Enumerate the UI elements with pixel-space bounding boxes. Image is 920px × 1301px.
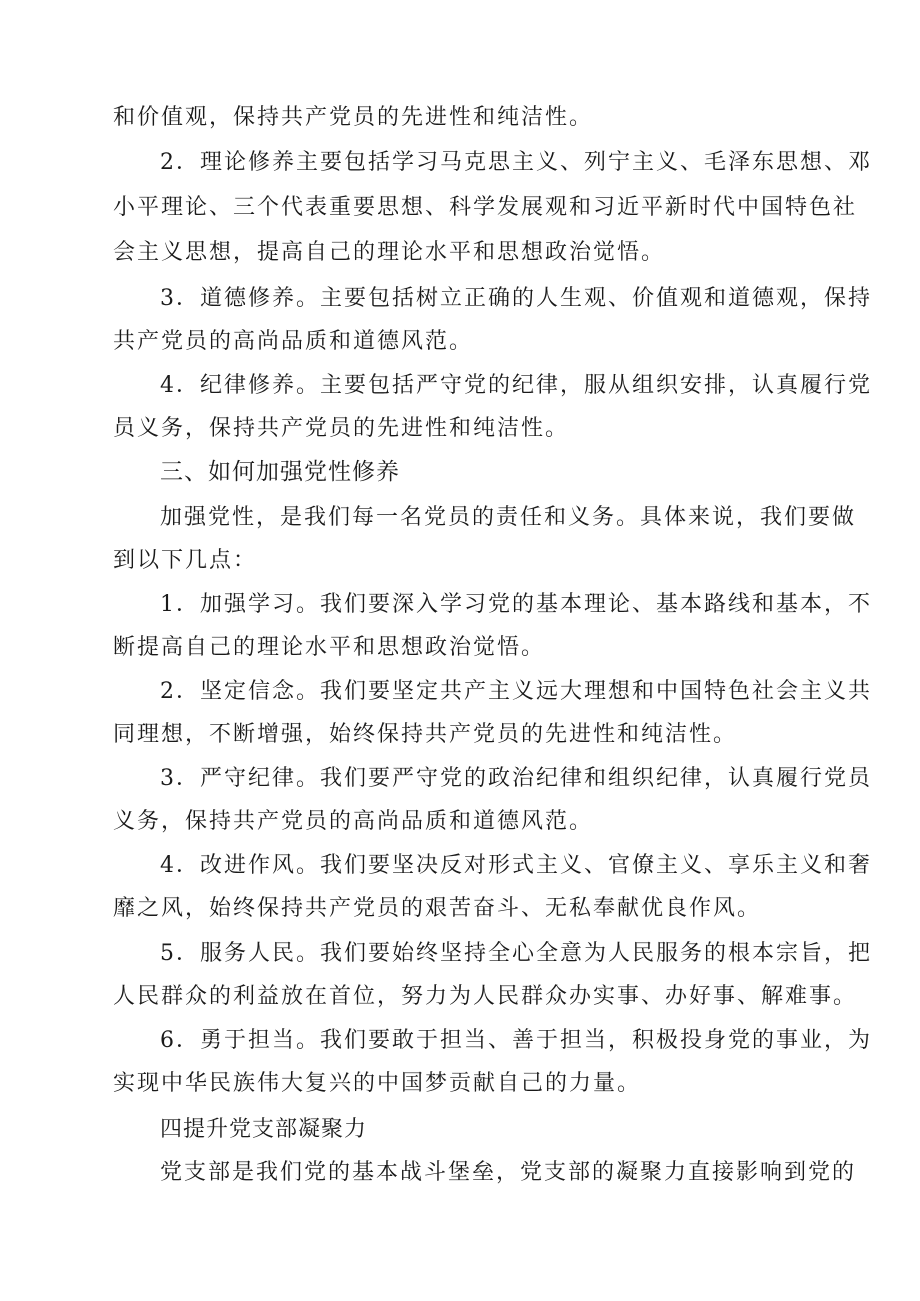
intro-line-1: 加强党性，是我们每一名党员的责任和义务。具体来说，我们要做 [160,505,857,530]
point-1-line-1: 1．加强学习。我们要深入学习党的基本理论、基本路线和基本，不 [160,592,872,617]
list-item-discipline-line-1: 4．纪律修养。主要包括严守党的纪律，服从组织安排，认真履行党 [160,373,872,398]
point-6-line-1: 6．勇于担当。我们要敢于担当、善于担当，积极投身党的事业，为 [160,1028,872,1053]
intro-line-2: 到以下几点： [113,548,258,573]
list-item-discipline-line-2: 员义务，保持共产党员的先进性和纯洁性。 [113,416,570,441]
point-1-line-2: 断提高自己的理论水平和思想政治觉悟。 [113,635,546,660]
section-heading: 三、如何加强党性修养 [160,459,400,485]
closing-line: 党支部是我们党的基本战斗堡垒，党支部的凝聚力直接影响到党的 [160,1160,857,1185]
list-item-moral-line-1: 3．道德修养。主要包括树立正确的人生观、价值观和道德观，保持 [160,286,872,311]
point-6-line-2: 实现中华民族伟大复兴的中国梦贡献自己的力量。 [113,1071,642,1096]
subsection-heading: 四提升党支部凝聚力 [160,1117,368,1142]
point-2-line-1: 2．坚定信念。我们要坚定共产主义远大理想和中国特色社会主义共 [160,679,872,704]
list-item-moral-line-2: 共产党员的高尚品质和道德风范。 [113,329,474,354]
point-4-line-2: 靡之风，始终保持共产党员的艰苦奋斗、无私奉献优良作风。 [113,896,762,921]
list-item-theory-line-2: 小平理论、三个代表重要思想、科学发展观和习近平新时代中国特色社 [113,195,858,220]
point-3-line-2: 义务，保持共产党员的高尚品质和道德风范。 [113,809,594,834]
point-2-line-2: 同理想，不断增强，始终保持共产党员的先进性和纯洁性。 [113,722,738,747]
point-5-line-1: 5．服务人民。我们要始终坚持全心全意为人民服务的根本宗旨，把 [160,941,872,966]
point-4-line-1: 4．改进作风。我们要坚决反对形式主义、官僚主义、享乐主义和奢 [160,853,872,878]
list-item-theory-line-3: 会主义思想，提高自己的理论水平和思想政治觉悟。 [113,240,666,265]
point-3-line-1: 3．严守纪律。我们要严守党的政治纪律和组织纪律，认真履行党员 [160,766,872,791]
list-item-theory-line-1: 2．理论修养主要包括学习马克思主义、列宁主义、毛泽东思想、邓 [160,150,872,175]
point-5-line-2: 人民群众的利益放在首位，努力为人民群众办实事、办好事、解难事。 [113,984,858,1009]
paragraph-line: 和价值观，保持共产党员的先进性和纯洁性。 [113,105,594,130]
